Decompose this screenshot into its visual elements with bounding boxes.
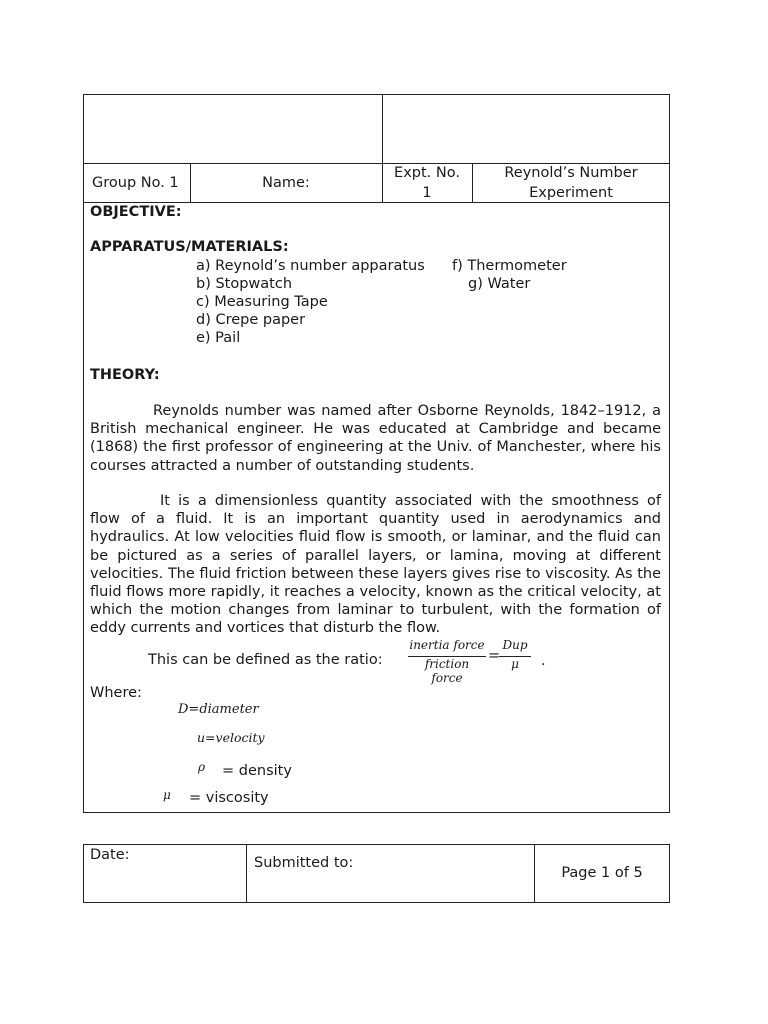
date-label: Date: bbox=[90, 847, 130, 863]
mu-symbol: μ bbox=[163, 788, 171, 802]
experiment-number-value: 1 bbox=[422, 185, 432, 201]
apparatus-heading: APPARATUS/MATERIALS: bbox=[90, 239, 289, 255]
apparatus-item: e) Pail bbox=[196, 330, 241, 346]
theory-heading: THEORY: bbox=[90, 367, 160, 383]
page-number: Page 1 of 5 bbox=[561, 865, 643, 881]
experiment-title: Reynold’s Number bbox=[504, 165, 638, 181]
apparatus-item: g) Water bbox=[468, 276, 531, 292]
apparatus-item: d) Crepe paper bbox=[196, 312, 306, 328]
rho-symbol: ρ bbox=[198, 760, 206, 774]
apparatus-item: b) Stopwatch bbox=[196, 276, 293, 292]
name-label: Name: bbox=[262, 175, 310, 191]
apparatus-item: f) Thermometer bbox=[452, 258, 567, 274]
theory-paragraph: It is a dimensionless quantity associated with the smoothness of flow of a fluid. It is an important quantity used in aerodynamics and hydraulics. At low velocities fluid flow is smooth, or laminar, and the fluid can be pictured as a series of parallel layers, or lamina, moving at different velocities. The fluid friction between these layers gives rise to viscosity. As the fluid flows more rapidly, it reaches a velocity, known as the critical velocity, at which the motion changes from laminar to turbulent, with the formation of eddy currents and vortices that disturb the flow. bbox=[90, 493, 661, 637]
definition-velocity: u=velocity bbox=[197, 730, 265, 745]
group-number: Group No. 1 bbox=[92, 175, 179, 191]
theory-paragraph: Reynolds number was named after Osborne Reynolds, 1842–1912, a British mechanical engineer. He was educated at Cambridge and became (1868) the first professor of engineering at the Univ. of Manchester, where his courses attracted a number of outstanding students. bbox=[90, 403, 661, 474]
ratio-denominator-2: μ bbox=[499, 656, 531, 671]
definition-viscosity: = viscosity bbox=[189, 790, 269, 806]
submitted-to-label: Submitted to: bbox=[254, 855, 354, 871]
definition-density: = density bbox=[222, 763, 292, 779]
header-divider bbox=[382, 94, 383, 164]
apparatus-item: a) Reynold’s number apparatus bbox=[196, 258, 425, 274]
where-label: Where: bbox=[90, 685, 142, 701]
objective-heading: OBJECTIVE: bbox=[90, 204, 182, 220]
experiment-number-label: Expt. No. bbox=[394, 165, 460, 181]
ratio-period: . bbox=[541, 653, 546, 669]
ratio-denominator: friction force bbox=[408, 656, 486, 685]
apparatus-item: c) Measuring Tape bbox=[196, 294, 328, 310]
experiment-title-line2: Experiment bbox=[529, 185, 613, 201]
ratio-intro: This can be defined as the ratio: bbox=[148, 652, 383, 668]
footer-divider bbox=[246, 844, 247, 903]
ratio-equals: = bbox=[488, 648, 501, 664]
definition-diameter: D=diameter bbox=[178, 702, 259, 717]
ratio-numerator-2: Dup bbox=[502, 638, 528, 652]
ratio-numerator: inertia force bbox=[409, 638, 485, 652]
